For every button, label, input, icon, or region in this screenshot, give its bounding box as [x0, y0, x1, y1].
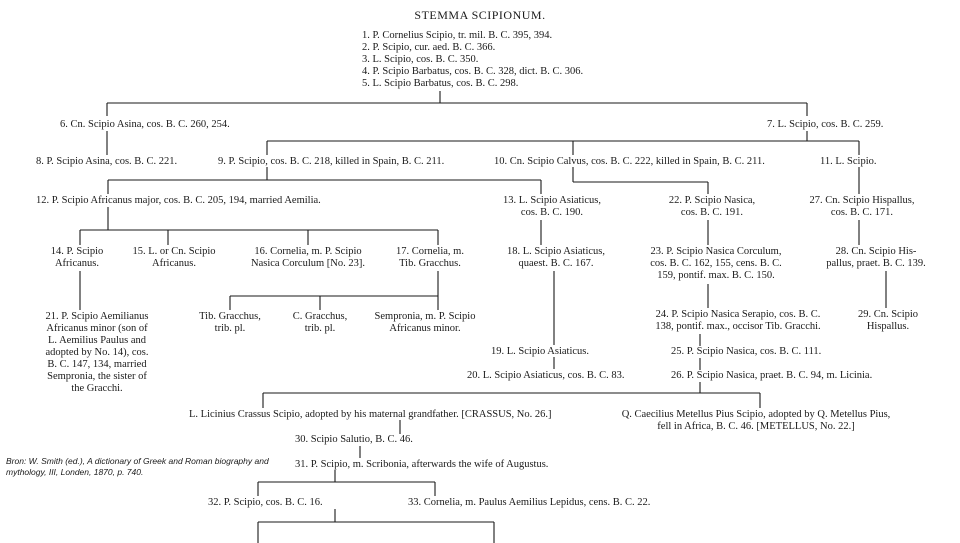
- person-21: 21. P. Scipio Aemilianus Africanus minor (son of L. Aemilius Paulus and adopted by No. 14), cos. B. C. 147, 134, married Sempronia, the sister of the Gracchi.: [45, 311, 149, 394]
- person-gaius-gracchus: C. Gracchus, trib. pl.: [292, 311, 348, 334]
- diagram-title: STEMMA SCIPIONUM.: [414, 8, 546, 22]
- person-9: 9. P. Scipio, cos. B. C. 218, killed in Spain, B. C. 211.: [218, 156, 445, 167]
- person-18: 18. L. Scipio Asiaticus, quaest. B. C. 167.: [507, 246, 605, 269]
- person-29: 29. Cn. Scipio Hispallus.: [857, 309, 919, 332]
- person-7: 7. L. Scipio, cos. B. C. 259.: [767, 119, 884, 130]
- person-32: 32. P. Scipio, cos. B. C. 16.: [208, 497, 323, 508]
- ancestor-2: 2. P. Scipio, cur. aed. B. C. 366.: [362, 42, 496, 53]
- ancestor-1: 1. P. Cornelius Scipio, tr. mil. B. C. 395, 394.: [362, 30, 553, 41]
- person-27: 27. Cn. Scipio Hispallus, cos. B. C. 171.: [809, 195, 915, 218]
- person-14: 14. P. Scipio Africanus.: [50, 246, 104, 269]
- person-16: 16. Cornelia, m. P. Scipio Nasica Corculum [No. 23].: [250, 246, 366, 269]
- person-31: 31. P. Scipio, m. Scribonia, afterwards the wife of Augustus.: [295, 459, 549, 470]
- person-23: 23. P. Scipio Nasica Corculum, cos. B. C. 162, 155, cens. B. C. 159, pontif. max. B. C. 150.: [650, 246, 782, 281]
- person-28: 28. Cn. Scipio His- pallus, praet. B. C. 139.: [826, 246, 926, 269]
- person-24: 24. P. Scipio Nasica Serapio, cos. B. C. 138, pontif. max., occisor Tib. Gracchi.: [655, 309, 821, 332]
- ancestor-5: 5. L. Scipio Barbatus, cos. B. C. 298.: [362, 78, 519, 89]
- source-citation: Bron: W. Smith (ed.), A dictionary of Greek and Roman biography and mythology, III, Londen, 1870, p. 740.: [6, 456, 269, 477]
- person-tib-gracchus: Tib. Gracchus, trib. pl.: [199, 311, 261, 334]
- person-19: 19. L. Scipio Asiaticus.: [491, 346, 589, 357]
- ancestor-4: 4. P. Scipio Barbatus, cos. B. C. 328, dict. B. C. 306.: [362, 66, 584, 77]
- person-33: 33. Cornelia, m. Paulus Aemilius Lepidus, cens. B. C. 22.: [408, 497, 651, 508]
- person-6: 6. Cn. Scipio Asina, cos. B. C. 260, 254.: [60, 119, 230, 130]
- person-metellus-scipio: Q. Caecilius Metellus Pius Scipio, adopted by Q. Metellus Pius, fell in Africa, B. C. 46. [METELLUS, No. 22.]: [621, 409, 891, 432]
- person-11: 11. L. Scipio.: [820, 156, 877, 167]
- person-22: 22. P. Scipio Nasica, cos. B. C. 191.: [668, 195, 756, 218]
- ancestor-3: 3. L. Scipio, cos. B. C. 350.: [362, 54, 479, 65]
- person-17: 17. Cornelia, m. Tib. Gracchus.: [396, 246, 464, 269]
- person-8: 8. P. Scipio Asina, cos. B. C. 221.: [36, 156, 178, 167]
- person-25: 25. P. Scipio Nasica, cos. B. C. 111.: [671, 346, 822, 357]
- person-26: 26. P. Scipio Nasica, praet. B. C. 94, m. Licinia.: [671, 370, 873, 381]
- ancestor-list: [362, 30, 583, 90]
- person-crassus-scipio: L. Licinius Crassus Scipio, adopted by his maternal grandfather. [CRASSUS, No. 26.]: [189, 409, 552, 420]
- person-10: 10. Cn. Scipio Calvus, cos. B. C. 222, killed in Spain, B. C. 211.: [494, 156, 765, 167]
- person-30: 30. Scipio Salutio, B. C. 46.: [295, 434, 413, 445]
- person-15: 15. L. or Cn. Scipio Africanus.: [132, 246, 216, 269]
- person-12: 12. P. Scipio Africanus major, cos. B. C. 205, 194, married Aemilia.: [36, 195, 321, 206]
- person-20: 20. L. Scipio Asiaticus, cos. B. C. 83.: [467, 370, 625, 381]
- person-13: 13. L. Scipio Asiaticus, cos. B. C. 190.: [503, 195, 601, 218]
- person-sempronia: Sempronia, m. P. Scipio Africanus minor.: [374, 311, 476, 334]
